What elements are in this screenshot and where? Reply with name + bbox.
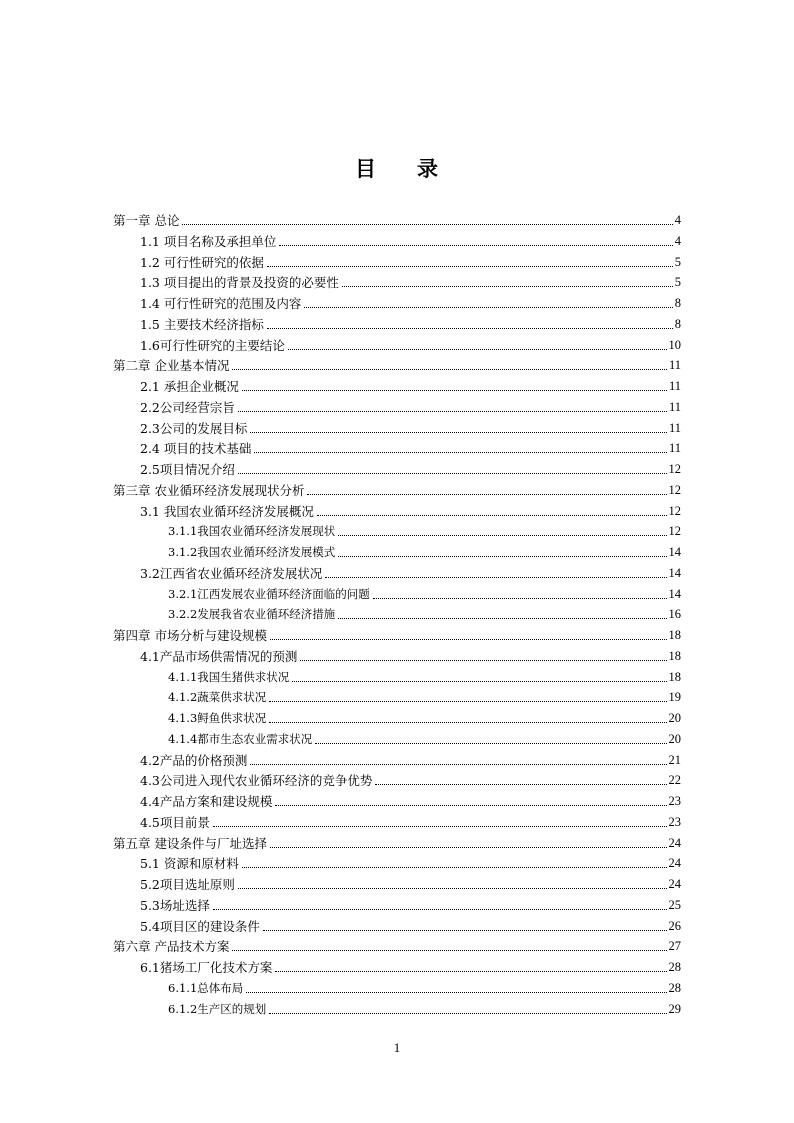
toc-entry-label: 1.1 项目名称及承担单位 bbox=[140, 233, 277, 249]
toc-section-entry[interactable] bbox=[140, 418, 681, 436]
toc-entry-label: 3.2.2发展我省农业循环经济措施 bbox=[168, 607, 336, 622]
toc-dot-leader bbox=[250, 432, 667, 433]
toc-dot-leader bbox=[304, 307, 672, 308]
toc-entry-page: 11 bbox=[668, 420, 681, 435]
toc-dot-leader bbox=[270, 847, 667, 848]
toc-entry-page: 29 bbox=[668, 1001, 681, 1016]
toc-section-entry[interactable] bbox=[168, 604, 681, 622]
toc-dot-leader bbox=[213, 826, 667, 827]
toc-dot-leader bbox=[269, 1013, 666, 1014]
toc-dot-leader bbox=[269, 701, 666, 702]
toc-dot-leader bbox=[246, 992, 666, 993]
toc-chapter-entry[interactable] bbox=[113, 625, 681, 643]
toc-section-entry[interactable] bbox=[140, 252, 681, 270]
toc-entry-label: 4.5项目前景 bbox=[140, 814, 210, 830]
toc-section-entry[interactable] bbox=[140, 397, 681, 415]
toc-dot-leader bbox=[338, 618, 666, 619]
toc-section-entry[interactable] bbox=[140, 293, 681, 311]
toc-entry-page: 4 bbox=[674, 233, 681, 248]
toc-section-entry[interactable] bbox=[168, 667, 681, 685]
toc-section-entry[interactable] bbox=[140, 335, 681, 353]
toc-section-entry[interactable] bbox=[168, 687, 681, 705]
toc-section-entry[interactable] bbox=[140, 314, 681, 332]
toc-entry-page: 20 bbox=[668, 731, 681, 746]
toc-section-entry[interactable] bbox=[140, 874, 681, 892]
toc-entry-page: 24 bbox=[668, 835, 681, 850]
toc-entry-page: 5 bbox=[674, 275, 681, 290]
toc-entry-label: 3.1 我国农业循环经济发展概况 bbox=[140, 503, 314, 519]
toc-section-entry[interactable] bbox=[140, 376, 681, 394]
toc-entry-label: 4.1产品市场供需情况的预测 bbox=[140, 648, 298, 664]
toc-entry-label: 4.3公司进入现代农业循环经济的竞争优势 bbox=[140, 773, 373, 789]
toc-section-entry[interactable] bbox=[140, 916, 681, 934]
toc-entry-page: 14 bbox=[668, 545, 681, 559]
toc-entry-page: 24 bbox=[668, 877, 681, 891]
document-title bbox=[0, 153, 794, 183]
toc-dot-leader bbox=[373, 598, 667, 599]
toc-dot-leader bbox=[269, 722, 666, 723]
toc-entry-page: 10 bbox=[668, 337, 681, 352]
toc-entry-page: 20 bbox=[668, 711, 681, 725]
toc-entry-label: 6.1.2生产区的规划 bbox=[168, 1001, 267, 1016]
toc-entry-label: 第三章 农业循环经济发展现状分析 bbox=[113, 482, 305, 498]
toc-entry-page: 25 bbox=[668, 897, 681, 912]
toc-section-entry[interactable] bbox=[140, 770, 681, 788]
toc-dot-leader bbox=[250, 764, 666, 765]
toc-entry-label: 第二章 企业基本情况 bbox=[113, 358, 230, 374]
toc-section-entry[interactable] bbox=[140, 646, 681, 664]
toc-entry-page: 19 bbox=[668, 690, 681, 705]
toc-entry-page: 18 bbox=[668, 628, 681, 642]
toc-entry-label: 2.5项目情况介绍 bbox=[140, 462, 235, 477]
toc-entry-label: 第五章 建设条件与厂址选择 bbox=[113, 835, 267, 851]
toc-dot-leader bbox=[263, 930, 667, 931]
toc-entry-label: 3.2.1江西发展农业循环经济面临的问题 bbox=[168, 586, 370, 601]
toc-dot-leader bbox=[242, 867, 667, 868]
toc-section-entry[interactable] bbox=[140, 501, 681, 519]
toc-section-entry[interactable] bbox=[168, 729, 681, 747]
toc-dot-leader bbox=[238, 473, 667, 474]
toc-entry-page: 23 bbox=[668, 814, 681, 829]
toc-entry-page: 28 bbox=[668, 960, 681, 974]
toc-entry-label: 1.6可行性研究的主要结论 bbox=[140, 337, 285, 353]
toc-entry-page: 8 bbox=[674, 296, 681, 310]
toc-entry-page: 26 bbox=[668, 918, 681, 933]
toc-section-entry[interactable] bbox=[140, 853, 681, 871]
title-char-2: 录 bbox=[417, 156, 439, 181]
toc-section-entry[interactable] bbox=[140, 750, 681, 768]
toc-entry-label: 4.2产品的价格预测 bbox=[140, 752, 248, 768]
toc-section-entry[interactable] bbox=[168, 999, 681, 1017]
toc-dot-leader bbox=[182, 224, 672, 225]
toc-entry-page: 28 bbox=[668, 980, 681, 995]
toc-entry-label: 6.1猪场工厂化技术方案 bbox=[140, 960, 273, 975]
toc-chapter-entry[interactable] bbox=[113, 210, 681, 228]
toc-entry-page: 12 bbox=[668, 462, 681, 476]
toc-entry-page: 11 bbox=[668, 399, 681, 414]
toc-dot-leader bbox=[213, 909, 667, 910]
title-char-1: 目 bbox=[355, 156, 377, 181]
toc-entry-page: 5 bbox=[674, 254, 681, 269]
toc-chapter-entry[interactable] bbox=[113, 833, 681, 851]
toc-dot-leader bbox=[275, 805, 666, 806]
toc-dot-leader bbox=[267, 266, 673, 267]
toc-entry-page: 14 bbox=[668, 565, 681, 580]
toc-chapter-entry[interactable] bbox=[113, 936, 681, 954]
toc-entry-page: 11 bbox=[668, 358, 681, 373]
toc-entry-page: 23 bbox=[668, 794, 681, 808]
toc-section-entry[interactable] bbox=[140, 895, 681, 913]
toc-entry-page: 27 bbox=[668, 939, 681, 954]
toc-entry-page: 11 bbox=[668, 441, 681, 456]
toc-dot-leader bbox=[288, 349, 667, 350]
toc-entry-label: 4.4产品方案和建设规模 bbox=[140, 794, 273, 809]
toc-section-entry[interactable] bbox=[168, 584, 681, 602]
toc-entry-page: 21 bbox=[668, 752, 681, 767]
toc-dot-leader bbox=[342, 286, 673, 287]
toc-section-entry[interactable] bbox=[140, 438, 681, 456]
toc-entry-label: 1.3 项目提出的背景及投资的必要性 bbox=[140, 275, 339, 291]
toc-chapter-entry[interactable] bbox=[113, 355, 681, 373]
toc-entry-label: 3.1.2我国农业循环经济发展模式 bbox=[168, 545, 336, 559]
toc-entry-label: 1.4 可行性研究的范围及内容 bbox=[140, 296, 302, 311]
toc-entry-page: 16 bbox=[668, 607, 681, 622]
toc-dot-leader bbox=[292, 681, 666, 682]
toc-section-entry[interactable] bbox=[140, 791, 681, 809]
toc-entry-label: 5.1 资源和原材料 bbox=[140, 856, 239, 872]
toc-entry-label: 3.2江西省农业循环经济发展状况 bbox=[140, 565, 323, 581]
toc-entry-label: 5.2项目选址原则 bbox=[140, 877, 235, 892]
toc-dot-leader bbox=[238, 888, 667, 889]
toc-section-entry[interactable] bbox=[168, 542, 681, 560]
toc-entry-page: 8 bbox=[674, 316, 681, 331]
toc-dot-leader bbox=[238, 411, 667, 412]
toc-entry-page: 11 bbox=[668, 379, 681, 393]
toc-dot-leader bbox=[300, 660, 666, 661]
toc-entry-label: 1.5 主要技术经济指标 bbox=[140, 316, 264, 332]
toc-entry-page: 12 bbox=[668, 482, 681, 497]
toc-entry-page: 22 bbox=[668, 773, 681, 788]
toc-entry-page: 12 bbox=[668, 524, 681, 539]
page-number: 1 bbox=[393, 1040, 401, 1055]
toc-dot-leader bbox=[325, 577, 666, 578]
toc-entry-label: 第六章 产品技术方案 bbox=[113, 939, 230, 955]
toc-entry-page: 12 bbox=[668, 503, 681, 518]
toc-entry-page: 14 bbox=[668, 586, 681, 601]
toc-dot-leader bbox=[315, 743, 666, 744]
toc-entry-page: 18 bbox=[668, 669, 681, 684]
toc-entry-page: 18 bbox=[668, 648, 681, 663]
toc-entry-label: 3.1.1我国农业循环经济发展现状 bbox=[168, 524, 336, 539]
toc-entry-label: 4.1.1我国生猪供求状况 bbox=[168, 669, 290, 684]
toc-section-entry[interactable] bbox=[140, 459, 681, 477]
toc-entry-label: 2.3公司的发展目标 bbox=[140, 420, 248, 436]
toc-entry-label: 5.3场址选择 bbox=[140, 897, 210, 913]
toc-dot-leader bbox=[307, 494, 666, 495]
toc-entry-page: 24 bbox=[668, 856, 681, 871]
toc-section-entry[interactable] bbox=[140, 272, 681, 290]
toc-dot-leader bbox=[254, 452, 667, 453]
toc-dot-leader bbox=[338, 556, 666, 557]
toc-entry-label: 第一章 总论 bbox=[113, 213, 180, 228]
toc-dot-leader bbox=[270, 639, 667, 640]
toc-entry-label: 第四章 市场分析与建设规模 bbox=[113, 628, 267, 643]
toc-entry-page: 4 bbox=[674, 213, 681, 227]
toc-section-entry[interactable] bbox=[140, 563, 681, 581]
toc-entry-label: 4.1.2蔬菜供求状况 bbox=[168, 690, 267, 705]
toc-dot-leader bbox=[267, 328, 673, 329]
toc-entry-label: 2.1 承担企业概况 bbox=[140, 379, 239, 394]
toc-section-entry[interactable] bbox=[168, 978, 681, 996]
toc-section-entry[interactable] bbox=[140, 231, 681, 249]
toc-section-entry[interactable] bbox=[140, 957, 681, 975]
toc-dot-leader bbox=[232, 369, 666, 370]
toc-section-entry[interactable] bbox=[168, 708, 681, 726]
toc-dot-leader bbox=[317, 515, 667, 516]
toc-dot-leader bbox=[375, 784, 666, 785]
toc-section-entry[interactable] bbox=[168, 521, 681, 539]
toc-entry-label: 1.2 可行性研究的依据 bbox=[140, 254, 264, 270]
toc-dot-leader bbox=[338, 535, 666, 536]
toc-entry-label: 2.4 项目的技术基础 bbox=[140, 441, 252, 457]
toc-entry-label: 2.2公司经营宗旨 bbox=[140, 399, 235, 415]
toc-section-entry[interactable] bbox=[140, 812, 681, 830]
toc-entry-label: 4.1.4都市生态农业需求状况 bbox=[168, 731, 313, 746]
toc-entry-label: 4.1.3鲟鱼供求状况 bbox=[168, 711, 267, 725]
toc-dot-leader bbox=[279, 245, 672, 246]
toc-dot-leader bbox=[232, 950, 666, 951]
toc-entry-label: 5.4项目区的建设条件 bbox=[140, 918, 260, 934]
toc-entry-label: 6.1.1总体布局 bbox=[168, 980, 244, 995]
toc-dot-leader bbox=[242, 390, 667, 391]
toc-chapter-entry[interactable] bbox=[113, 480, 681, 498]
toc-dot-leader bbox=[275, 971, 666, 972]
